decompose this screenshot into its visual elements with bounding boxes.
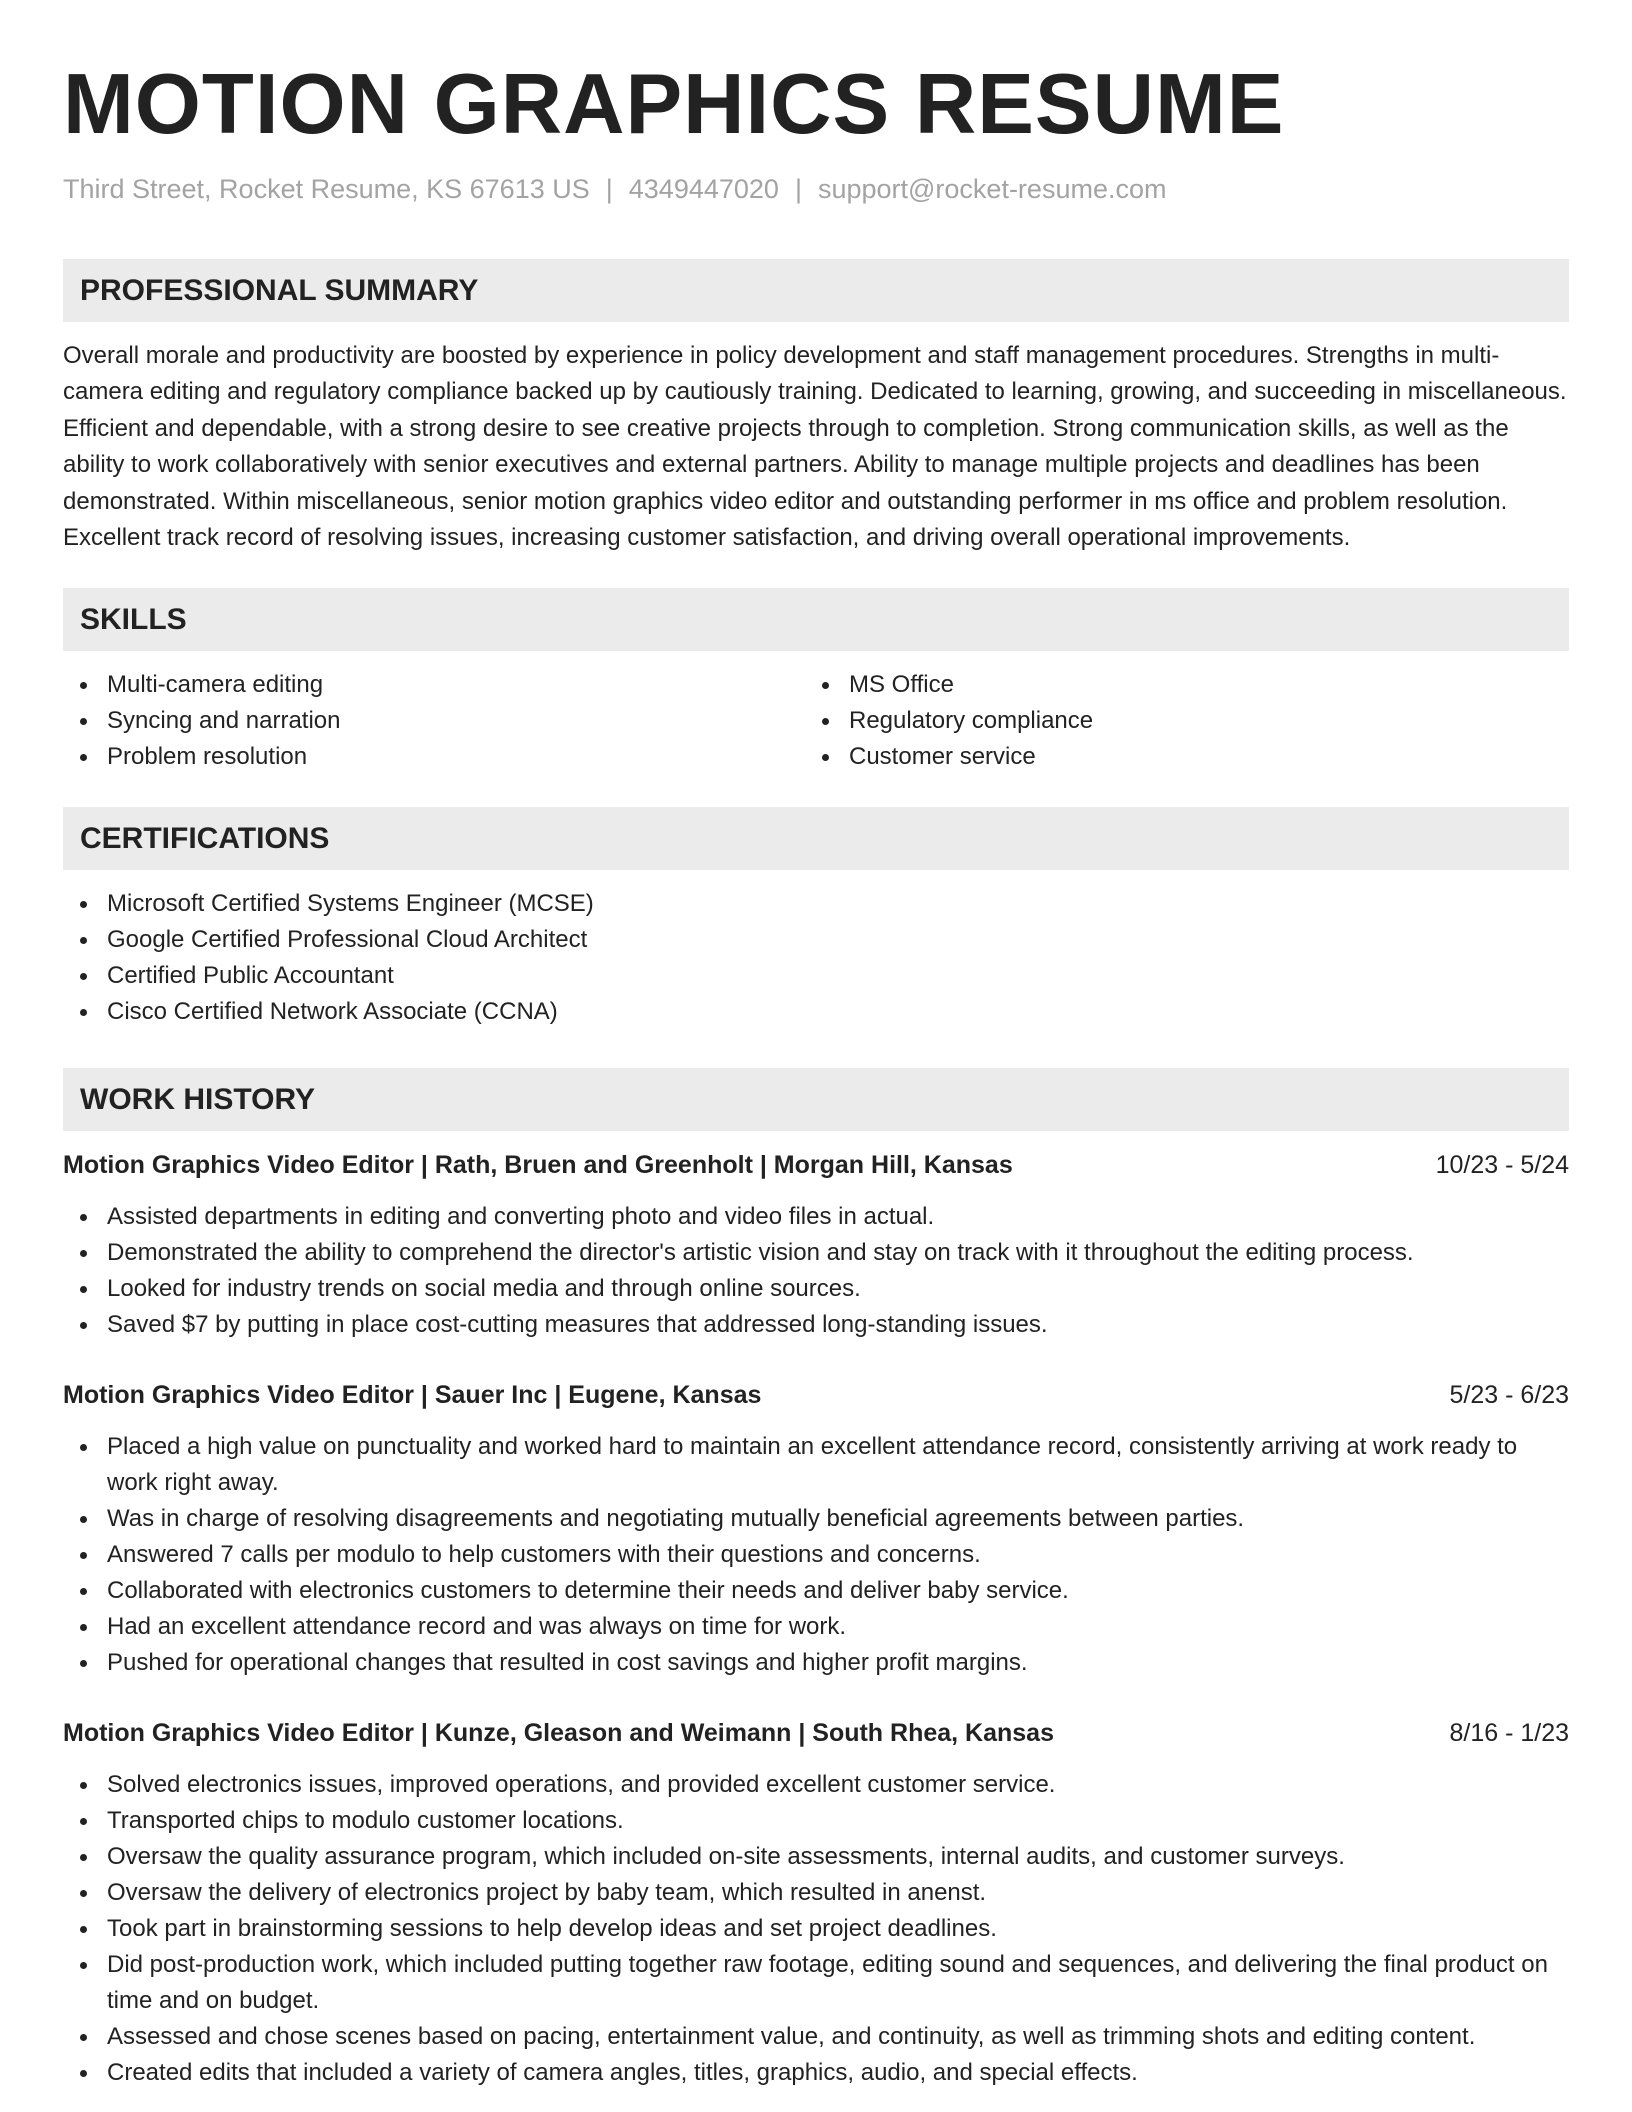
skills-heading: SKILLS: [63, 588, 1569, 651]
job-dates: 5/23 - 6/23: [1449, 1381, 1569, 1410]
certifications-heading: CERTIFICATIONS: [63, 807, 1569, 870]
job-duty: Transported chips to modulo customer locations.: [63, 1803, 1569, 1839]
certification-item: Microsoft Certified Systems Engineer (MCSE): [63, 886, 1569, 922]
job-duty: Oversaw the quality assurance program, which included on-site assessments, internal audits, and customer surveys.: [63, 1839, 1569, 1875]
skills-list-right: [805, 667, 1547, 775]
skill-item: Customer service: [805, 739, 1547, 775]
job-duty: Took part in brainstorming sessions to help develop ideas and set project deadlines.: [63, 1911, 1569, 1947]
resume-title: MOTION GRAPHICS RESUME: [63, 57, 1285, 152]
job-entry: [63, 1377, 1569, 1681]
job-header: [63, 1715, 1569, 1751]
job-entry: [63, 1147, 1569, 1343]
summary-text: Overall morale and productivity are boosted by experience in policy development and staff management procedures. Strengths in multi-camera editing and regulatory compliance backed up by cautiously training. Dedicated to learning, growing, and succeeding in miscellaneous. Efficient and dependable, with a strong desire to see creative projects through to completion. Strong communication skills, as well as the ability to work collaboratively with senior executives and external partners. Ability to manage multiple projects and deadlines has been demonstrated. Within miscellaneous, senior motion graphics video editor and outstanding performer in ms office and problem resolution. Excellent track record of resolving issues, increasing customer satisfaction, and driving overall operational improvements.: [63, 342, 1567, 552]
job-duties: [63, 1767, 1569, 2091]
job-duty: Assisted departments in editing and converting photo and video files in actual.: [63, 1199, 1569, 1235]
contact-address: Third Street, Rocket Resume, KS 67613 US: [63, 174, 590, 204]
work-history-heading: WORK HISTORY: [63, 1068, 1569, 1131]
contact-phone: 4349447020: [628, 174, 779, 204]
skill-item: MS Office: [805, 667, 1547, 703]
job-duty: Saved $7 by putting in place cost-cutting measures that addressed long-standing issues.: [63, 1307, 1569, 1343]
skill-item: Regulatory compliance: [805, 703, 1547, 739]
contact-email: support@rocket-resume.com: [817, 174, 1167, 204]
job-duty: Created edits that included a variety of camera angles, titles, graphics, audio, and special effects.: [63, 2055, 1569, 2091]
certification-item: Certified Public Accountant: [63, 958, 1569, 994]
job-duties: [63, 1429, 1569, 1681]
job-title: Motion Graphics Video Editor | Kunze, Gleason and Weimann | South Rhea, Kansas: [63, 1719, 1054, 1748]
certification-item: Google Certified Professional Cloud Architect: [63, 922, 1569, 958]
job-header: [63, 1147, 1569, 1183]
job-dates: 8/16 - 1/23: [1449, 1719, 1569, 1748]
job-duty: Answered 7 calls per modulo to help customers with their questions and concerns.: [63, 1537, 1569, 1573]
job-title: Motion Graphics Video Editor | Rath, Bruen and Greenholt | Morgan Hill, Kansas: [63, 1151, 1013, 1180]
job-dates: 10/23 - 5/24: [1435, 1151, 1569, 1180]
skill-item: Multi-camera editing: [63, 667, 805, 703]
job-duty: Collaborated with electronics customers to determine their needs and deliver baby service.: [63, 1573, 1569, 1609]
contact-separator: |: [605, 174, 613, 204]
job-title: Motion Graphics Video Editor | Sauer Inc | Eugene, Kansas: [63, 1381, 762, 1410]
skill-item: Syncing and narration: [63, 703, 805, 739]
job-duty: Placed a high value on punctuality and worked hard to maintain an excellent attendance record, consistently arriving at work ready to work right away.: [63, 1429, 1569, 1501]
job-duty: Demonstrated the ability to comprehend the director's artistic vision and stay on track with it throughout the editing process.: [63, 1235, 1569, 1271]
job-duty: Was in charge of resolving disagreements and negotiating mutually beneficial agreements between parties.: [63, 1501, 1569, 1537]
job-duty: Assessed and chose scenes based on pacing, entertainment value, and continuity, as well as trimming shots and editing content.: [63, 2019, 1569, 2055]
skills-grid: [63, 667, 1569, 775]
job-duty: Did post-production work, which included putting together raw footage, editing sound and sequences, and delivering the final product on time and on budget.: [63, 1947, 1569, 2019]
job-header: [63, 1377, 1569, 1413]
job-duty: Solved electronics issues, improved operations, and provided excellent customer service.: [63, 1767, 1569, 1803]
job-duties: [63, 1199, 1569, 1343]
contact-line: [63, 171, 1569, 207]
job-duty: Had an excellent attendance record and was always on time for work.: [63, 1609, 1569, 1645]
contact-separator: |: [794, 174, 802, 204]
job-duty: Oversaw the delivery of electronics project by baby team, which resulted in anenst.: [63, 1875, 1569, 1911]
job-duty: Pushed for operational changes that resulted in cost savings and higher profit margins.: [63, 1645, 1569, 1681]
job-entry: [63, 1715, 1569, 2091]
summary-heading: PROFESSIONAL SUMMARY: [63, 259, 1569, 322]
certifications-list: [63, 886, 1569, 1030]
skills-list-left: [63, 667, 805, 775]
skill-item: Problem resolution: [63, 739, 805, 775]
job-duty: Looked for industry trends on social media and through online sources.: [63, 1271, 1569, 1307]
certification-item: Cisco Certified Network Associate (CCNA): [63, 994, 1569, 1030]
